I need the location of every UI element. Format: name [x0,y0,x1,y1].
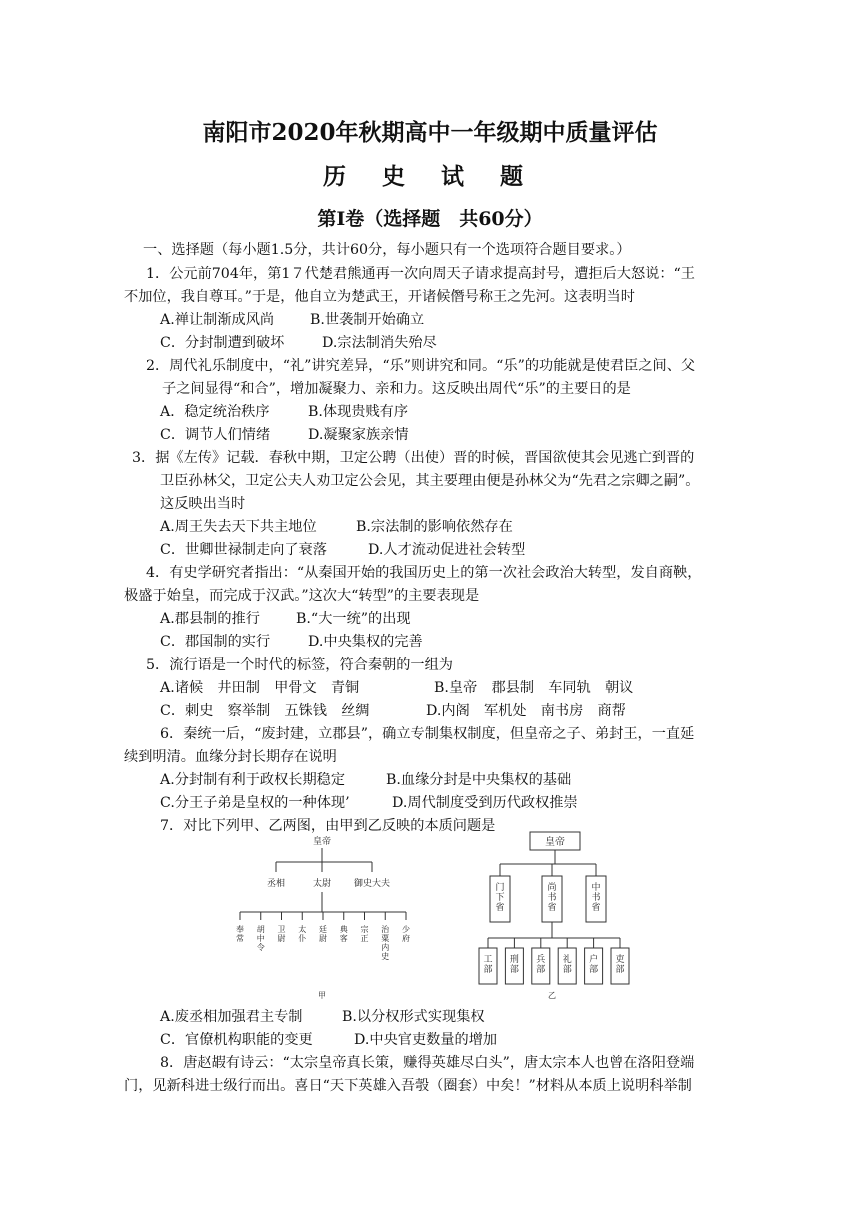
q2-option-b: B.体现贵贱有序 [308,404,409,420]
yi-bottom-3: 礼部 [562,955,572,975]
jia-top-label: 皇帝 [312,837,332,847]
q3-option-c: C．世卿世禄制走向了衰落 [160,542,327,558]
jia-bottom-8: 少府 [402,925,410,943]
jia-mid-0: 丞相 [266,879,286,889]
q7-option-d: D.中央官吏数量的增加 [354,1032,498,1048]
jia-bottom-3: 太仆 [298,925,307,943]
jia-bottom-0: 奉常 [236,925,244,943]
q1-option-b: B.世袭制开始确立 [310,312,425,328]
q6-option-a: A.分封制有利于政权长期稳定 [160,772,346,788]
exam-title: 南阳市2020年秋期高中一年级期中质量评估 [202,119,658,146]
jia-bottom-4: 廷尉 [319,925,327,943]
q3-line2: 卫臣孙林父，卫定公夫人劝卫定公会见，其主要理由便是孙林父为“先君之宗卿之嗣”。 [160,473,700,489]
q7-option-c: C．官僚机构职能的变更 [160,1032,313,1048]
q5-option-b: B.皇帝 郡县制 车同轨 朝议 [434,680,634,696]
yi-caption: 乙 [548,991,556,1000]
q6-option-d: D.周代制度受到历代政权推崇 [392,795,578,811]
q4-option-c: C．郡国制的实行 [160,634,271,650]
q3-option-b: B.宗法制的影响依然存在 [356,519,513,535]
yi-bottom-1: 刑部 [509,955,519,975]
q6-option-c: C.分王子弟是皇权的一种体现’ [160,795,350,811]
q2-line1: 2．周代礼乐制度中，“礼”讲究差异，“乐”则讲究和同。“乐”的功能就是使君臣之间、父 [146,358,696,374]
jia-bottom-2: 卫尉 [277,925,286,943]
q6-option-b: B.血缘分封是中央集权的基础 [386,772,572,788]
q4-line2: 极盛于始皇，而完成于汉武。”这次大“转型”的主要表现是 [124,588,480,604]
q8-line2: 门，见新科进士级行而出。喜日“天下英雄入吾彀（圈套）中矣！”材料从本质上说明科举制 [124,1078,692,1094]
yi-bottom-5: 吏部 [615,955,625,975]
q7-option-a: A.废丞相加强君主专制 [160,1009,303,1025]
q2-line2: 子之间显得“和合”，增加凝聚力、亲和力。这反映出周代“乐”的主要日的是 [162,381,631,397]
q1-line2: 不加位，我自尊耳。”于是，他自立为楚武王，开诸候僭号称王之先河。这表明当时 [124,289,635,305]
yi-bottom-2: 兵部 [536,955,546,975]
q2-option-c: C．调节人们情绪 [160,427,271,443]
jia-caption: 甲 [318,991,326,1000]
q4-option-b: B.“大一统”的出现 [296,611,411,627]
jia-bottom-6: 宗正 [360,925,369,943]
q6-line1: 6．秦统一后，“废封建，立郡县”，确立专制集权制度，但皇帝之子、弟封王，一直延 [160,726,695,742]
q1-line1: 1．公元前704年，第1７代楚君熊通再一次向周天子请求提高封号，遭拒后大怒说：“王 [146,266,695,282]
diagram-jia [226,832,422,1004]
q1-option-c: C．分封制遭到破坏 [160,335,285,351]
section-heading: 第Ⅰ卷（选择题 共60分） [317,208,543,230]
instructions: 一、选择题（每小题1.5分，共计60分，每小题只有一个选项符合题目要求。） [143,242,631,258]
yi-mid-2: 中书省 [591,883,601,913]
q5-option-a: A.诸候 井田制 甲骨文 青铜 [160,680,360,696]
yi-bottom-4: 户部 [589,955,599,975]
q1-option-d: D.宗法制消失殆尽 [322,335,437,351]
q4-line1: 4．有史学研究者指出：“从秦国开始的我国历史上的第一次社会政治大转型，发自商鞅， [146,565,702,581]
q1-option-a: A.禅让制渐成风尚 [160,312,275,328]
q6-line2: 续到明清。血缘分封长期存在说明 [124,749,337,765]
q5-line1: 5．流行语是一个时代的标签，符合秦朝的一组为 [146,657,453,673]
q8-line1: 8．唐赵嘏有诗云：“太宗皇帝真长策，赚得英雄尽白头”，唐太宗本人也曾在洛阳登端 [160,1055,695,1071]
q5-option-c: C．刺史 察举制 五铢钱 丝绸 [160,703,370,719]
q4-option-a: A.郡县制的推行 [160,611,260,627]
jia-bottom-1: 胡中令 [256,925,265,952]
q4-option-d: D.中央集权的完善 [308,634,423,650]
q3-option-d: D.人才流动促进社会转型 [368,542,526,558]
yi-mid-0: 门下省 [495,883,505,913]
yi-mid-1: 尚书省 [547,883,557,913]
q7-line1: 7．对比下列甲、乙两图，由甲到乙反映的本质问题是 [160,818,496,834]
q3-option-a: A.周王失去天下共主地位 [160,519,317,535]
jia-bottom-7: 治粟内史 [381,925,390,961]
q3-line1: 3．据《左传》记载．春秋中期，卫定公聘（出使）晋的时候，晋国欲使其会见逃亡到晋的 [132,450,695,466]
yi-top-label: 皇帝 [545,837,565,848]
q2-option-d: D.凝聚家族亲情 [308,427,409,443]
q2-option-a: A．稳定统治秩序 [160,404,270,420]
yi-bottom-0: 工部 [483,955,493,975]
q5-option-d: D.内阁 军机处 南书房 商帮 [426,703,626,719]
jia-mid-2: 御史大夫 [353,879,391,889]
exam-subject: 历 史 试 题 [322,163,538,190]
jia-bottom-5: 典客 [339,925,348,943]
diagram-yi [470,830,640,1000]
q3-line3: 这反映出当时 [160,496,246,512]
q7-option-b: B.以分权形式实现集权 [342,1009,485,1025]
jia-mid-1: 太尉 [312,879,332,889]
